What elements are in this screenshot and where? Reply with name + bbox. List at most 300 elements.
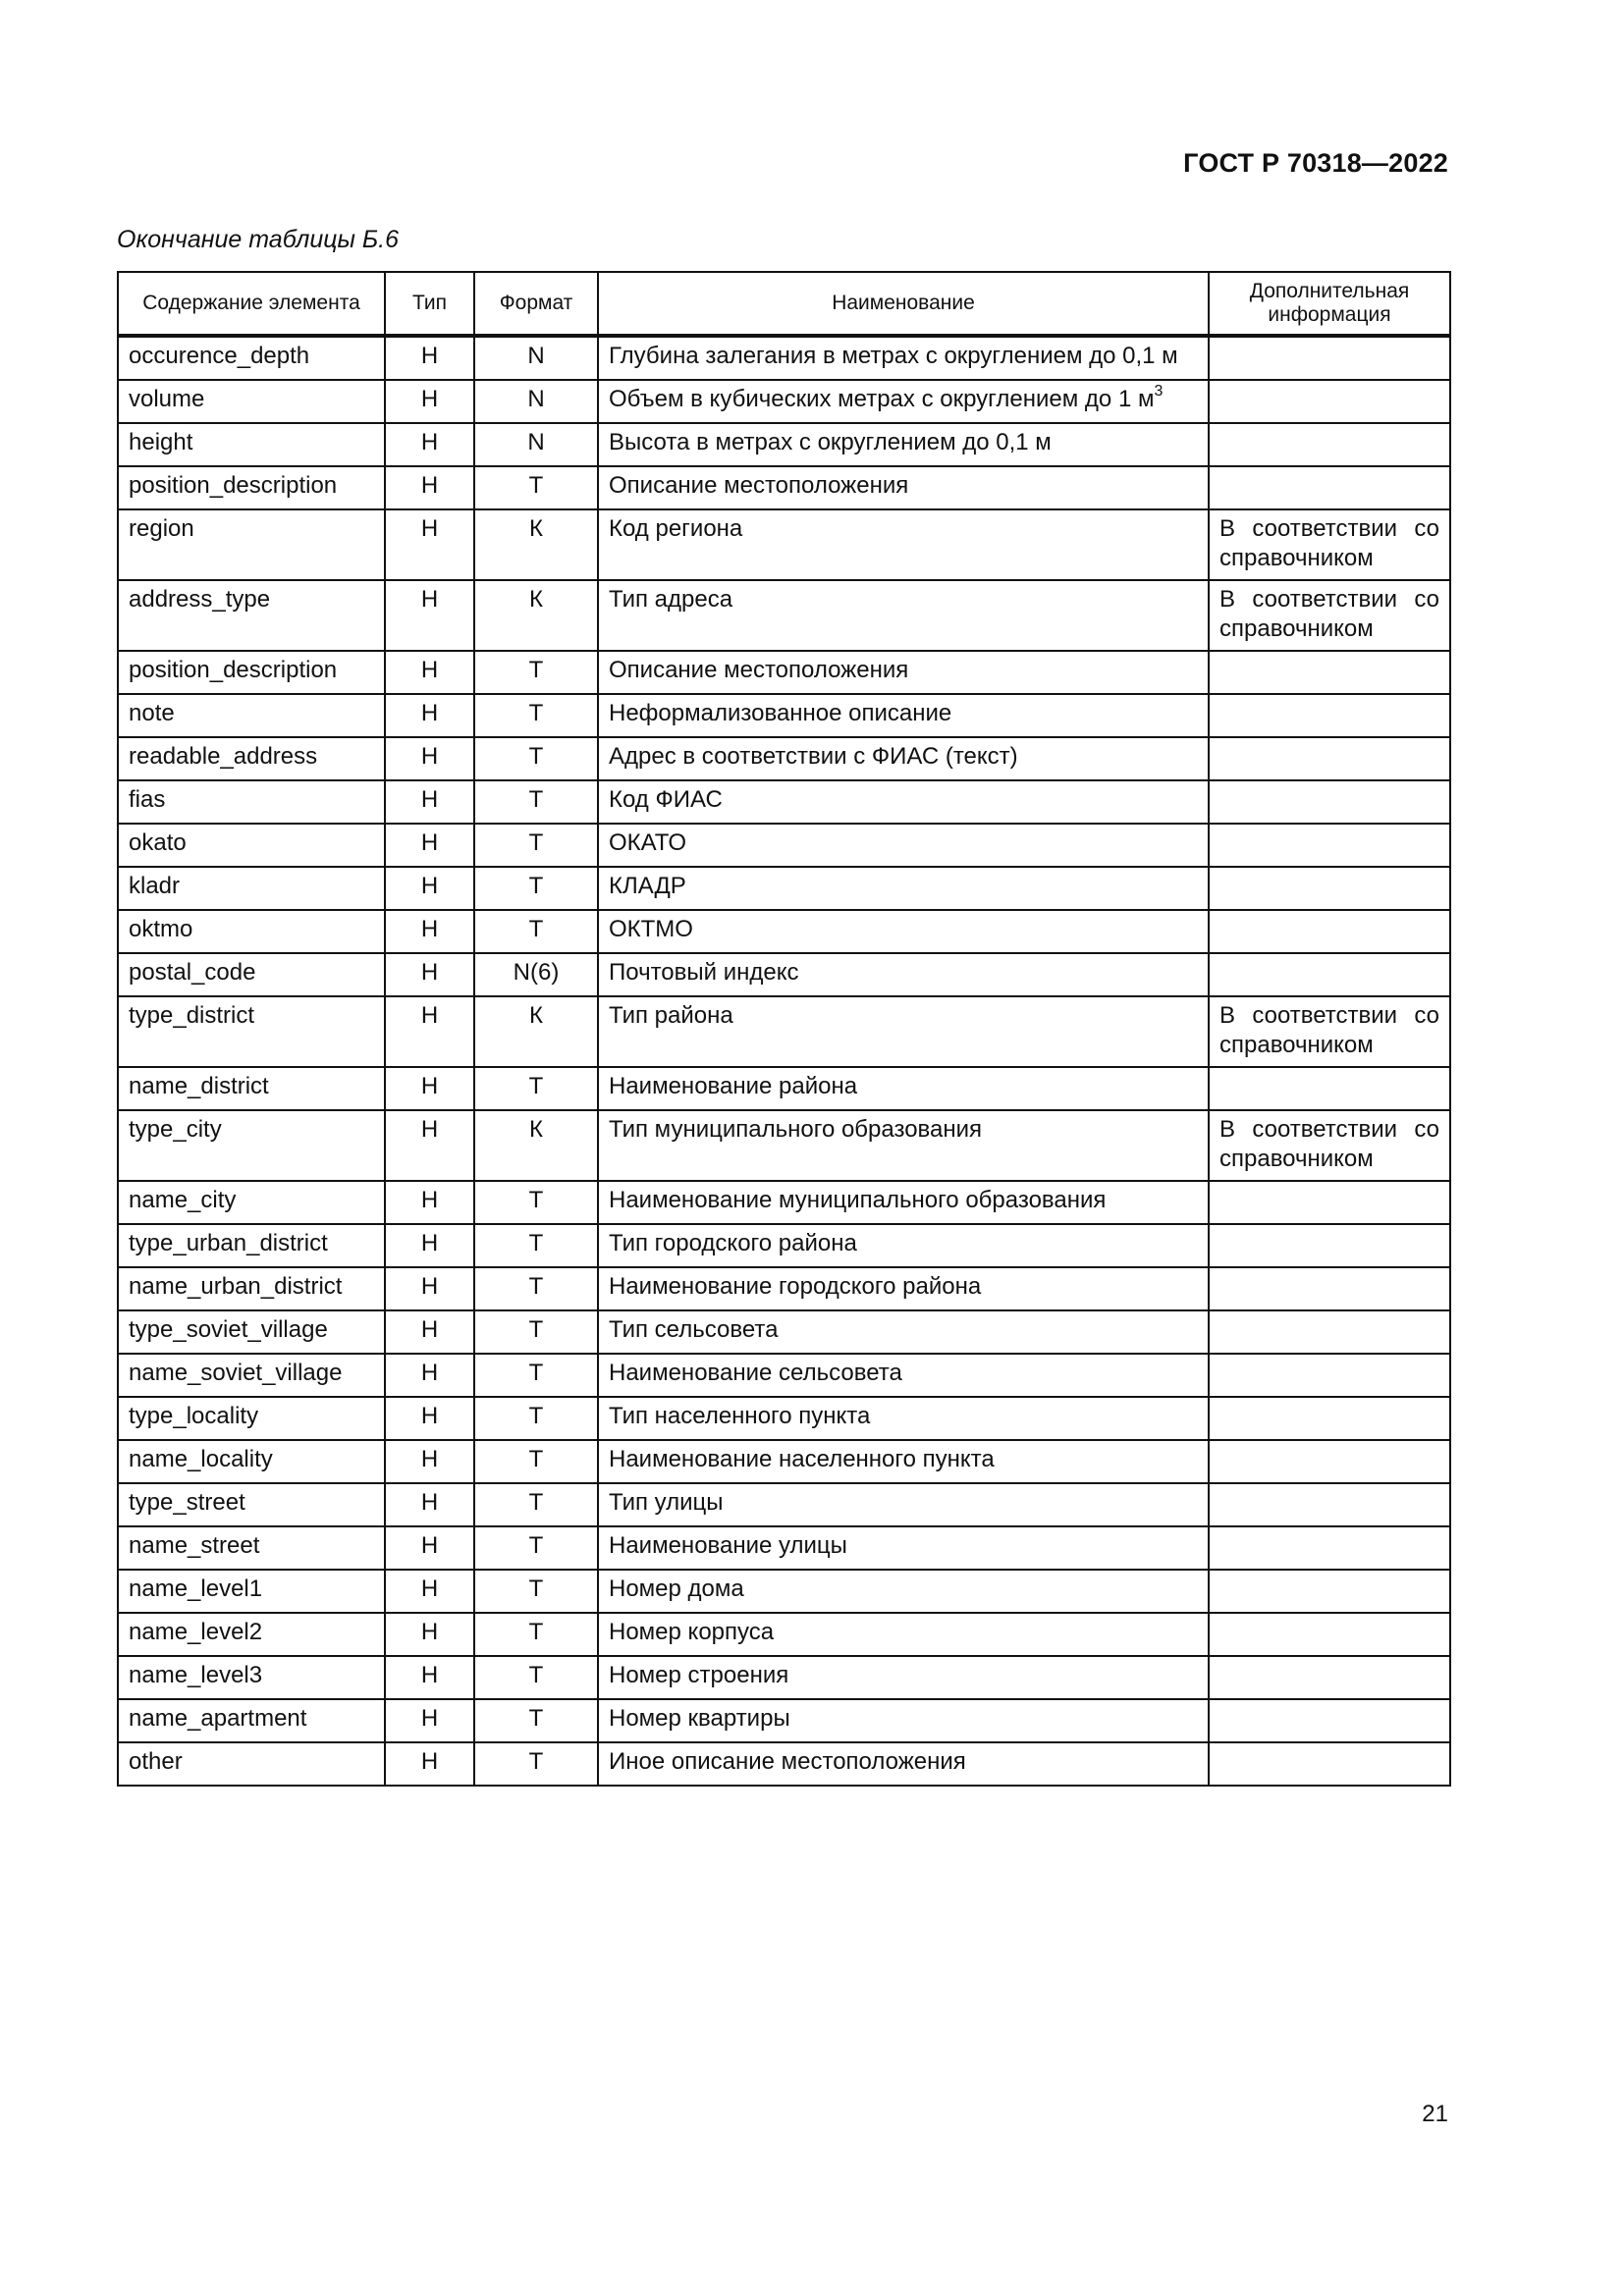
cell-name <box>598 737 1209 780</box>
cell-name-text: Неформализованное описание <box>609 700 952 726</box>
cell-extra-info <box>1209 1224 1450 1267</box>
table-row <box>118 1110 1450 1181</box>
cell-format-text: К <box>529 1002 543 1029</box>
cell-format <box>474 423 598 466</box>
cell-type-text: Н <box>420 916 439 942</box>
cell-format-text: Т <box>528 1230 544 1256</box>
cell-format <box>474 910 598 953</box>
cell-extra-info <box>1209 694 1450 737</box>
cell-type <box>385 1397 474 1440</box>
cell-type <box>385 1526 474 1570</box>
cell-element <box>118 1440 385 1483</box>
cell-extra-info <box>1209 509 1450 580</box>
cell-type-text: Н <box>420 1489 439 1516</box>
cell-element <box>118 1110 385 1181</box>
cell-element-text: address_type <box>129 586 271 613</box>
cell-element <box>118 1267 385 1310</box>
cell-element-text: type_locality <box>129 1403 259 1429</box>
table-row <box>118 1526 1450 1570</box>
cell-type <box>385 1310 474 1354</box>
cell-format <box>474 1742 598 1786</box>
cell-type-text: Н <box>420 829 439 856</box>
table-row <box>118 1742 1450 1786</box>
cell-format-text: Т <box>528 1316 544 1343</box>
cell-extra-info <box>1209 1397 1450 1440</box>
cell-element-text: name_soviet_village <box>129 1360 343 1386</box>
cell-name <box>598 1570 1209 1613</box>
table-row <box>118 336 1450 380</box>
table-row <box>118 1483 1450 1526</box>
column-header-extra-info: Дополнительная информация <box>1209 272 1450 336</box>
cell-type <box>385 953 474 996</box>
table-row <box>118 737 1450 780</box>
cell-format-text: К <box>529 1116 543 1143</box>
cell-name-text: Наименование района <box>609 1073 858 1099</box>
cell-name-text: Наименование сельсовета <box>609 1360 902 1386</box>
cell-type <box>385 1742 474 1786</box>
cell-name-text: Наименование населенного пункта <box>609 1446 995 1472</box>
cell-type <box>385 780 474 824</box>
table-row <box>118 1354 1450 1397</box>
cell-extra-info <box>1209 1526 1450 1570</box>
table-row <box>118 651 1450 694</box>
cell-name-text: ОКАТО <box>609 829 687 856</box>
cell-name-text: Тип городского района <box>609 1230 857 1256</box>
cell-format-text: N(6) <box>513 959 560 986</box>
cell-extra-info <box>1209 1110 1450 1181</box>
cell-format-text: Т <box>528 873 544 899</box>
cell-name <box>598 1310 1209 1354</box>
table-row <box>118 1067 1450 1110</box>
cell-element <box>118 780 385 824</box>
cell-name <box>598 423 1209 466</box>
cell-type-text: Н <box>420 1532 439 1559</box>
cell-element-text: fias <box>129 786 166 813</box>
cell-element-text: kladr <box>129 873 181 899</box>
table-row <box>118 867 1450 910</box>
cell-extra-info <box>1209 580 1450 651</box>
cell-type-text: Н <box>420 1403 439 1429</box>
cell-type <box>385 1570 474 1613</box>
cell-extra-info-text: В соответствии со справочником <box>1219 515 1439 571</box>
table-row <box>118 996 1450 1067</box>
cell-name-text: Номер дома <box>609 1575 744 1602</box>
cell-name-text: Глубина залегания в метрах с округлением до 0,1 м <box>609 343 1178 369</box>
cell-element-text: name_street <box>129 1532 260 1559</box>
cell-format-text: Т <box>528 1748 544 1775</box>
cell-format <box>474 1181 598 1224</box>
table-row <box>118 910 1450 953</box>
cell-name <box>598 509 1209 580</box>
cell-name-text: Наименование улицы <box>609 1532 847 1559</box>
cell-name-text: Код ФИАС <box>609 786 723 813</box>
table-caption: Окончание таблицы Б.6 <box>117 226 399 253</box>
cell-name <box>598 1526 1209 1570</box>
cell-name <box>598 1613 1209 1656</box>
cell-element <box>118 423 385 466</box>
cell-format-text: Т <box>528 1489 544 1516</box>
cell-type <box>385 1224 474 1267</box>
cell-format-text: Т <box>528 1073 544 1099</box>
cell-element <box>118 1613 385 1656</box>
cell-name-text: Иное описание местоположения <box>609 1748 966 1775</box>
cell-extra-info <box>1209 1656 1450 1699</box>
table-row <box>118 1570 1450 1613</box>
cell-name-text: Тип населенного пункта <box>609 1403 871 1429</box>
cell-format-text: К <box>529 515 543 542</box>
table-row <box>118 1267 1450 1310</box>
cell-element-text: volume <box>129 386 205 412</box>
cell-name-text: Тип сельсовета <box>609 1316 779 1343</box>
cell-type <box>385 910 474 953</box>
cell-format <box>474 1570 598 1613</box>
cell-type-text: Н <box>420 1575 439 1602</box>
column-header-format: Формат <box>474 272 598 336</box>
cell-format <box>474 1440 598 1483</box>
cell-name-text: Тип муниципального образования <box>609 1116 983 1143</box>
cell-format <box>474 466 598 509</box>
cell-type <box>385 423 474 466</box>
cell-format-text: Т <box>528 1273 544 1300</box>
cell-element <box>118 1354 385 1397</box>
cell-element-text: other <box>129 1748 183 1775</box>
cell-type-text: Н <box>420 959 439 986</box>
cell-type-text: Н <box>420 1748 439 1775</box>
cell-extra-info <box>1209 1267 1450 1310</box>
cell-extra-info <box>1209 824 1450 867</box>
cell-extra-info <box>1209 336 1450 380</box>
cell-element-text: height <box>129 429 193 455</box>
cell-type-text: Н <box>420 1619 439 1645</box>
table-row <box>118 509 1450 580</box>
cell-format <box>474 1397 598 1440</box>
table-row <box>118 1440 1450 1483</box>
cell-type <box>385 1656 474 1699</box>
cell-name <box>598 466 1209 509</box>
cell-type <box>385 466 474 509</box>
cell-type-text: Н <box>420 1002 439 1029</box>
cell-type-text: Н <box>420 657 439 683</box>
cell-format <box>474 380 598 423</box>
cell-element <box>118 1067 385 1110</box>
cell-type-text: Н <box>420 386 439 412</box>
cell-type <box>385 336 474 380</box>
cell-name <box>598 996 1209 1067</box>
cell-name-text: Почтовый индекс <box>609 959 799 986</box>
table-row <box>118 780 1450 824</box>
cell-type-text: Н <box>420 1360 439 1386</box>
cell-extra-info <box>1209 1067 1450 1110</box>
cell-element <box>118 953 385 996</box>
cell-name <box>598 1354 1209 1397</box>
cell-name-text: Номер квартиры <box>609 1705 790 1732</box>
cell-type-text: Н <box>420 515 439 542</box>
cell-format <box>474 1354 598 1397</box>
cell-type-text: Н <box>420 1316 439 1343</box>
cell-extra-info <box>1209 737 1450 780</box>
cell-name-text: Номер строения <box>609 1662 789 1688</box>
cell-element-text: postal_code <box>129 959 256 986</box>
cell-type <box>385 1110 474 1181</box>
cell-extra-info <box>1209 423 1450 466</box>
cell-element <box>118 509 385 580</box>
cell-format <box>474 1699 598 1742</box>
cell-extra-info <box>1209 953 1450 996</box>
table-row <box>118 466 1450 509</box>
cell-format-text: К <box>529 586 543 613</box>
cell-type <box>385 509 474 580</box>
cell-format-text: Т <box>528 1403 544 1429</box>
cell-type <box>385 1699 474 1742</box>
table-row <box>118 1656 1450 1699</box>
cell-element <box>118 380 385 423</box>
cell-type-text: Н <box>420 873 439 899</box>
cell-element <box>118 336 385 380</box>
cell-format-text: Т <box>528 916 544 942</box>
cell-type-text: Н <box>420 1187 439 1213</box>
cell-element <box>118 1181 385 1224</box>
cell-name <box>598 694 1209 737</box>
cell-element-text: name_district <box>129 1073 269 1099</box>
column-header-name: Наименование <box>598 272 1209 336</box>
cell-format-text: Т <box>528 1446 544 1472</box>
cell-format-text: Т <box>528 1187 544 1213</box>
cell-type-text: Н <box>420 1446 439 1472</box>
cell-extra-info-text: В соответствии со справочником <box>1219 1116 1439 1172</box>
superscript: 3 <box>1154 383 1164 400</box>
table-row <box>118 953 1450 996</box>
cell-format <box>474 1613 598 1656</box>
cell-element-text: type_district <box>129 1002 255 1029</box>
cell-element-text: readable_address <box>129 743 318 770</box>
table-row <box>118 380 1450 423</box>
table-row <box>118 1613 1450 1656</box>
cell-format <box>474 953 598 996</box>
cell-type <box>385 1181 474 1224</box>
table-row <box>118 580 1450 651</box>
column-header-element: Содержание элемента <box>118 272 385 336</box>
cell-extra-info <box>1209 996 1450 1067</box>
cell-element-text: name_level3 <box>129 1662 263 1688</box>
cell-type <box>385 996 474 1067</box>
table-row <box>118 1224 1450 1267</box>
cell-element <box>118 867 385 910</box>
cell-element <box>118 466 385 509</box>
cell-name <box>598 1699 1209 1742</box>
cell-format-text: Т <box>528 1575 544 1602</box>
cell-format <box>474 336 598 380</box>
cell-extra-info-text: В соответствии со справочником <box>1219 1002 1439 1058</box>
cell-name <box>598 1181 1209 1224</box>
cell-extra-info <box>1209 1742 1450 1786</box>
cell-name-text: ОКТМО <box>609 916 693 942</box>
cell-type <box>385 694 474 737</box>
cell-format-text: N <box>527 429 545 455</box>
cell-format <box>474 1526 598 1570</box>
cell-element-text: name_urban_district <box>129 1273 343 1300</box>
cell-element <box>118 1224 385 1267</box>
cell-element <box>118 1699 385 1742</box>
cell-format <box>474 1110 598 1181</box>
cell-type <box>385 867 474 910</box>
cell-extra-info <box>1209 867 1450 910</box>
cell-extra-info <box>1209 380 1450 423</box>
cell-format <box>474 1067 598 1110</box>
cell-element-text: name_level2 <box>129 1619 263 1645</box>
cell-type-text: Н <box>420 1230 439 1256</box>
cell-name <box>598 867 1209 910</box>
cell-format <box>474 867 598 910</box>
cell-name <box>598 1110 1209 1181</box>
table-body <box>118 336 1450 1786</box>
cell-format-text: Т <box>528 743 544 770</box>
cell-extra-info <box>1209 1699 1450 1742</box>
cell-format-text: Т <box>528 1532 544 1559</box>
cell-format <box>474 1656 598 1699</box>
cell-name <box>598 824 1209 867</box>
table-header <box>118 272 1450 336</box>
page-number: 21 <box>1422 2101 1448 2127</box>
specification-table <box>117 271 1451 1787</box>
cell-element-text: type_soviet_village <box>129 1316 328 1343</box>
cell-name <box>598 1224 1209 1267</box>
cell-type <box>385 380 474 423</box>
cell-type-text: Н <box>420 743 439 770</box>
cell-element-text: occurence_depth <box>129 343 310 369</box>
cell-element-text: note <box>129 700 175 726</box>
cell-format-text: Т <box>528 786 544 813</box>
header-row <box>118 272 1450 336</box>
cell-name <box>598 1067 1209 1110</box>
cell-type-text: Н <box>420 1073 439 1099</box>
cell-name <box>598 910 1209 953</box>
cell-name-text: Описание местоположения <box>609 472 909 499</box>
cell-name-text: КЛАДР <box>609 873 686 899</box>
cell-format-text: N <box>527 343 545 369</box>
cell-format <box>474 824 598 867</box>
cell-element-text: type_city <box>129 1116 222 1143</box>
cell-format <box>474 1483 598 1526</box>
cell-element-text: position_description <box>129 472 338 499</box>
cell-element-text: name_city <box>129 1187 237 1213</box>
cell-format-text: Т <box>528 657 544 683</box>
table-row <box>118 1699 1450 1742</box>
cell-name <box>598 380 1209 423</box>
cell-element-text: position_description <box>129 657 338 683</box>
cell-format <box>474 1310 598 1354</box>
cell-format-text: Т <box>528 1360 544 1386</box>
cell-type-text: Н <box>420 472 439 499</box>
cell-format-text: Т <box>528 700 544 726</box>
cell-type <box>385 1440 474 1483</box>
cell-extra-info <box>1209 1181 1450 1224</box>
cell-type-text: Н <box>420 343 439 369</box>
cell-name-text: Объем в кубических метрах с округлением до 1 м <box>609 386 1155 412</box>
cell-format <box>474 1224 598 1267</box>
cell-format-text: Т <box>528 1705 544 1732</box>
cell-extra-info <box>1209 1354 1450 1397</box>
cell-name <box>598 1397 1209 1440</box>
cell-element <box>118 1742 385 1786</box>
cell-name <box>598 651 1209 694</box>
table-row <box>118 1181 1450 1224</box>
cell-extra-info <box>1209 780 1450 824</box>
cell-extra-info <box>1209 651 1450 694</box>
cell-extra-info <box>1209 1483 1450 1526</box>
cell-format <box>474 694 598 737</box>
cell-element <box>118 910 385 953</box>
cell-type <box>385 580 474 651</box>
cell-name-text: Наименование муниципального образования <box>609 1187 1107 1213</box>
cell-extra-info <box>1209 466 1450 509</box>
cell-type-text: Н <box>420 1273 439 1300</box>
table-row <box>118 423 1450 466</box>
cell-name <box>598 1656 1209 1699</box>
cell-extra-info <box>1209 910 1450 953</box>
cell-type-text: Н <box>420 1705 439 1732</box>
cell-format <box>474 651 598 694</box>
cell-name-text: Наименование городского района <box>609 1273 982 1300</box>
cell-format-text: Т <box>528 1662 544 1688</box>
cell-element-text: okato <box>129 829 187 856</box>
cell-name <box>598 1742 1209 1786</box>
cell-name <box>598 1483 1209 1526</box>
cell-name-text: Тип адреса <box>609 586 733 613</box>
cell-type <box>385 651 474 694</box>
table-row <box>118 694 1450 737</box>
cell-type-text: Н <box>420 586 439 613</box>
cell-format <box>474 1267 598 1310</box>
cell-element-text: type_street <box>129 1489 245 1516</box>
cell-element <box>118 1310 385 1354</box>
cell-format <box>474 737 598 780</box>
cell-name-text: Адрес в соответствии с ФИАС (текст) <box>609 743 1018 770</box>
cell-name-text: Номер корпуса <box>609 1619 775 1645</box>
cell-extra-info <box>1209 1310 1450 1354</box>
document-code: ГОСТ Р 70318—2022 <box>1183 148 1448 178</box>
cell-element <box>118 651 385 694</box>
cell-type-text: Н <box>420 429 439 455</box>
cell-element <box>118 1397 385 1440</box>
cell-extra-info-text: В соответствии со справочником <box>1219 586 1439 642</box>
cell-element-text: oktmo <box>129 916 193 942</box>
cell-name-text: Код региона <box>609 515 743 542</box>
cell-element <box>118 580 385 651</box>
cell-type <box>385 1354 474 1397</box>
cell-name <box>598 336 1209 380</box>
cell-extra-info <box>1209 1440 1450 1483</box>
cell-format <box>474 509 598 580</box>
cell-element <box>118 824 385 867</box>
cell-format-text: N <box>527 386 545 412</box>
cell-type-text: Н <box>420 1116 439 1143</box>
cell-name <box>598 1440 1209 1483</box>
cell-type-text: Н <box>420 1662 439 1688</box>
cell-format <box>474 780 598 824</box>
cell-format-text: Т <box>528 1619 544 1645</box>
cell-format <box>474 996 598 1067</box>
cell-name-text: Тип района <box>609 1002 733 1029</box>
table-row <box>118 1397 1450 1440</box>
column-header-type: Тип <box>385 272 474 336</box>
table-row <box>118 1310 1450 1354</box>
cell-element-text: type_urban_district <box>129 1230 328 1256</box>
table-row <box>118 824 1450 867</box>
cell-name-text: Описание местоположения <box>609 657 909 683</box>
cell-element <box>118 1526 385 1570</box>
cell-element <box>118 694 385 737</box>
cell-type <box>385 1613 474 1656</box>
